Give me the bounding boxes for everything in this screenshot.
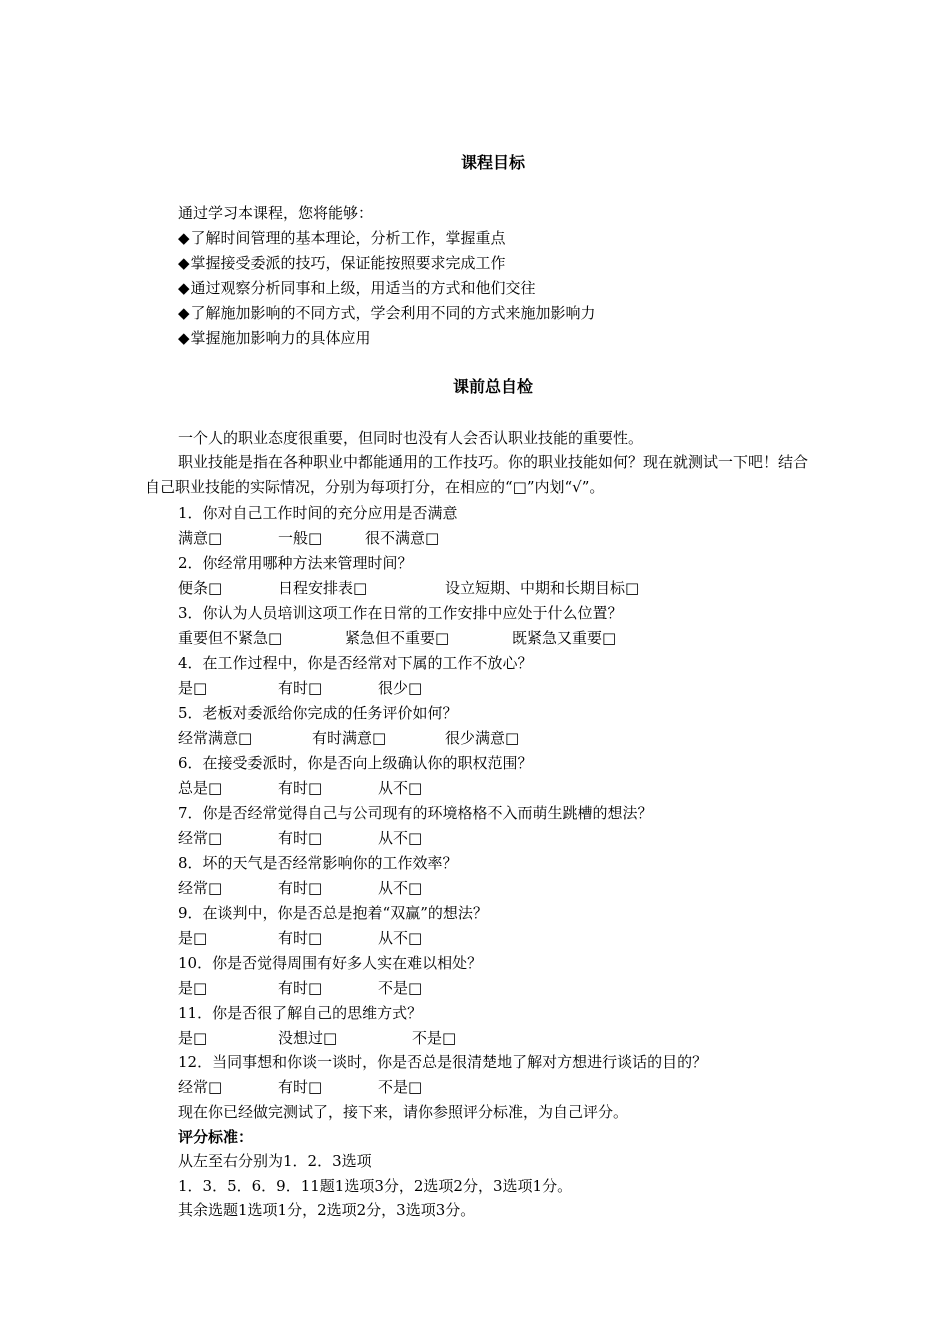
diamond-bullet-icon: ◆ [178,254,190,272]
answer-option[interactable]: 有时□ [278,829,323,847]
answer-option[interactable]: 重要但不紧急□ [178,629,283,647]
question-text: 5．老板对委派给你完成的任务评价如何？ [178,704,458,722]
diamond-bullet-icon: ◆ [178,329,190,347]
answer-option[interactable]: 很不满意□ [365,529,440,547]
answer-option[interactable]: 一般□ [278,529,323,547]
scoring-line: 1．3．5．6．9．11题1选项3分，2选项2分，3选项1分。 [178,1177,573,1195]
instructions-paragraph: 职业技能是指在各种职业中都能通用的工作技巧。你的职业技能如何？现在就测试一下吧！结合自己职业技能的实际情况，分别为每项打分，在相应的“□”内划“√”。 [145,453,809,496]
scoring-title: 评分标准： [178,1128,254,1146]
goals-intro: 通过学习本课程，您将能够： [178,204,374,222]
answer-option[interactable]: 有时满意□ [312,729,387,747]
question-text: 11．你是否很了解自己的思维方式？ [178,1004,423,1022]
answer-option[interactable]: 没想过□ [278,1029,338,1047]
answer-option[interactable]: 经常□ [178,1078,223,1096]
question-text: 3．你认为人员培训这项工作在日常的工作安排中应处于什么位置？ [178,604,623,622]
question-text: 10．你是否觉得周围有好多人实在难以相处？ [178,954,483,972]
answer-option[interactable]: 从不□ [378,779,423,797]
answer-option[interactable]: 不是□ [412,1029,457,1047]
goal-text: 掌握接受委派的技巧，保证能按照要求完成工作 [190,254,506,272]
answer-option[interactable]: 是□ [178,1029,208,1047]
answer-option[interactable]: 是□ [178,679,208,697]
answer-option[interactable]: 经常□ [178,829,223,847]
diamond-bullet-icon: ◆ [178,304,190,322]
answer-option[interactable]: 有时□ [278,679,323,697]
goal-text: 通过观察分析同事和上级，用适当的方式和他们交往 [190,279,536,297]
question-text: 12．当同事想和你谈一谈时，你是否总是很清楚地了解对方想进行谈话的目的？ [178,1053,708,1071]
answer-option[interactable]: 不是□ [378,1078,423,1096]
answer-option[interactable]: 满意□ [178,529,223,547]
question-text: 1．你对自己工作时间的充分应用是否满意 [178,504,458,522]
scoring-line: 其余选题1选项1分，2选项2分，3选项3分。 [178,1201,476,1219]
answer-option[interactable]: 有时□ [278,979,323,997]
goal-text: 了解施加影响的不同方式，学会利用不同的方式来施加影响力 [190,304,596,322]
question-text: 2．你经常用哪种方法来管理时间？ [178,554,413,572]
question-text: 6．在接受委派时，你是否向上级确认你的职权范围？ [178,754,533,772]
answer-option[interactable]: 不是□ [378,979,423,997]
after-test-text: 现在你已经做完测试了，接下来，请你参照评分标准，为自己评分。 [178,1103,629,1121]
goal-bullet [178,228,506,248]
question-text: 4．在工作过程中，你是否经常对下属的工作不放心？ [178,654,533,672]
answer-option[interactable]: 总是□ [178,779,223,797]
answer-option[interactable]: 有时□ [278,1078,323,1096]
answer-option[interactable]: 是□ [178,929,208,947]
answer-option[interactable]: 既紧急又重要□ [512,629,617,647]
answer-option[interactable]: 很少□ [378,679,423,697]
answer-option[interactable]: 从不□ [378,879,423,897]
answer-option[interactable]: 日程安排表□ [278,579,368,597]
goal-text: 了解时间管理的基本理论，分析工作，掌握重点 [190,229,506,247]
answer-option[interactable]: 从不□ [378,829,423,847]
answer-option[interactable]: 经常□ [178,879,223,897]
section-title-pre-course-check: 课前总自检 [452,377,533,396]
answer-option[interactable]: 便条□ [178,579,223,597]
goal-bullet [178,303,596,323]
answer-option[interactable]: 有时□ [278,929,323,947]
question-text: 8．坏的天气是否经常影响你的工作效率？ [178,854,458,872]
answer-option[interactable]: 有时□ [278,779,323,797]
answer-option[interactable]: 是□ [178,979,208,997]
intro-paragraph: 一个人的职业态度很重要，但同时也没有人会否认职业技能的重要性。 [178,429,644,447]
goal-bullet [178,328,371,348]
answer-option[interactable]: 有时□ [278,879,323,897]
scoring-line: 从左至右分别为1．2．3选项 [178,1152,372,1170]
question-text: 9．在谈判中，你是否总是抱着“双赢”的想法？ [178,904,488,922]
answer-option[interactable]: 从不□ [378,929,423,947]
answer-option[interactable]: 很少满意□ [445,729,520,747]
section-title-course-goals: 课程目标 [460,153,525,172]
diamond-bullet-icon: ◆ [178,279,190,297]
goal-bullet [178,278,536,298]
answer-option[interactable]: 经常满意□ [178,729,253,747]
goal-text: 掌握施加影响力的具体应用 [190,329,371,347]
answer-option[interactable]: 设立短期、中期和长期目标□ [445,579,640,597]
question-text: 7．你是否经常觉得自己与公司现有的环境格格不入而萌生跳槽的想法？ [178,804,653,822]
answer-option[interactable]: 紧急但不重要□ [345,629,450,647]
diamond-bullet-icon: ◆ [178,229,190,247]
goal-bullet [178,253,506,273]
